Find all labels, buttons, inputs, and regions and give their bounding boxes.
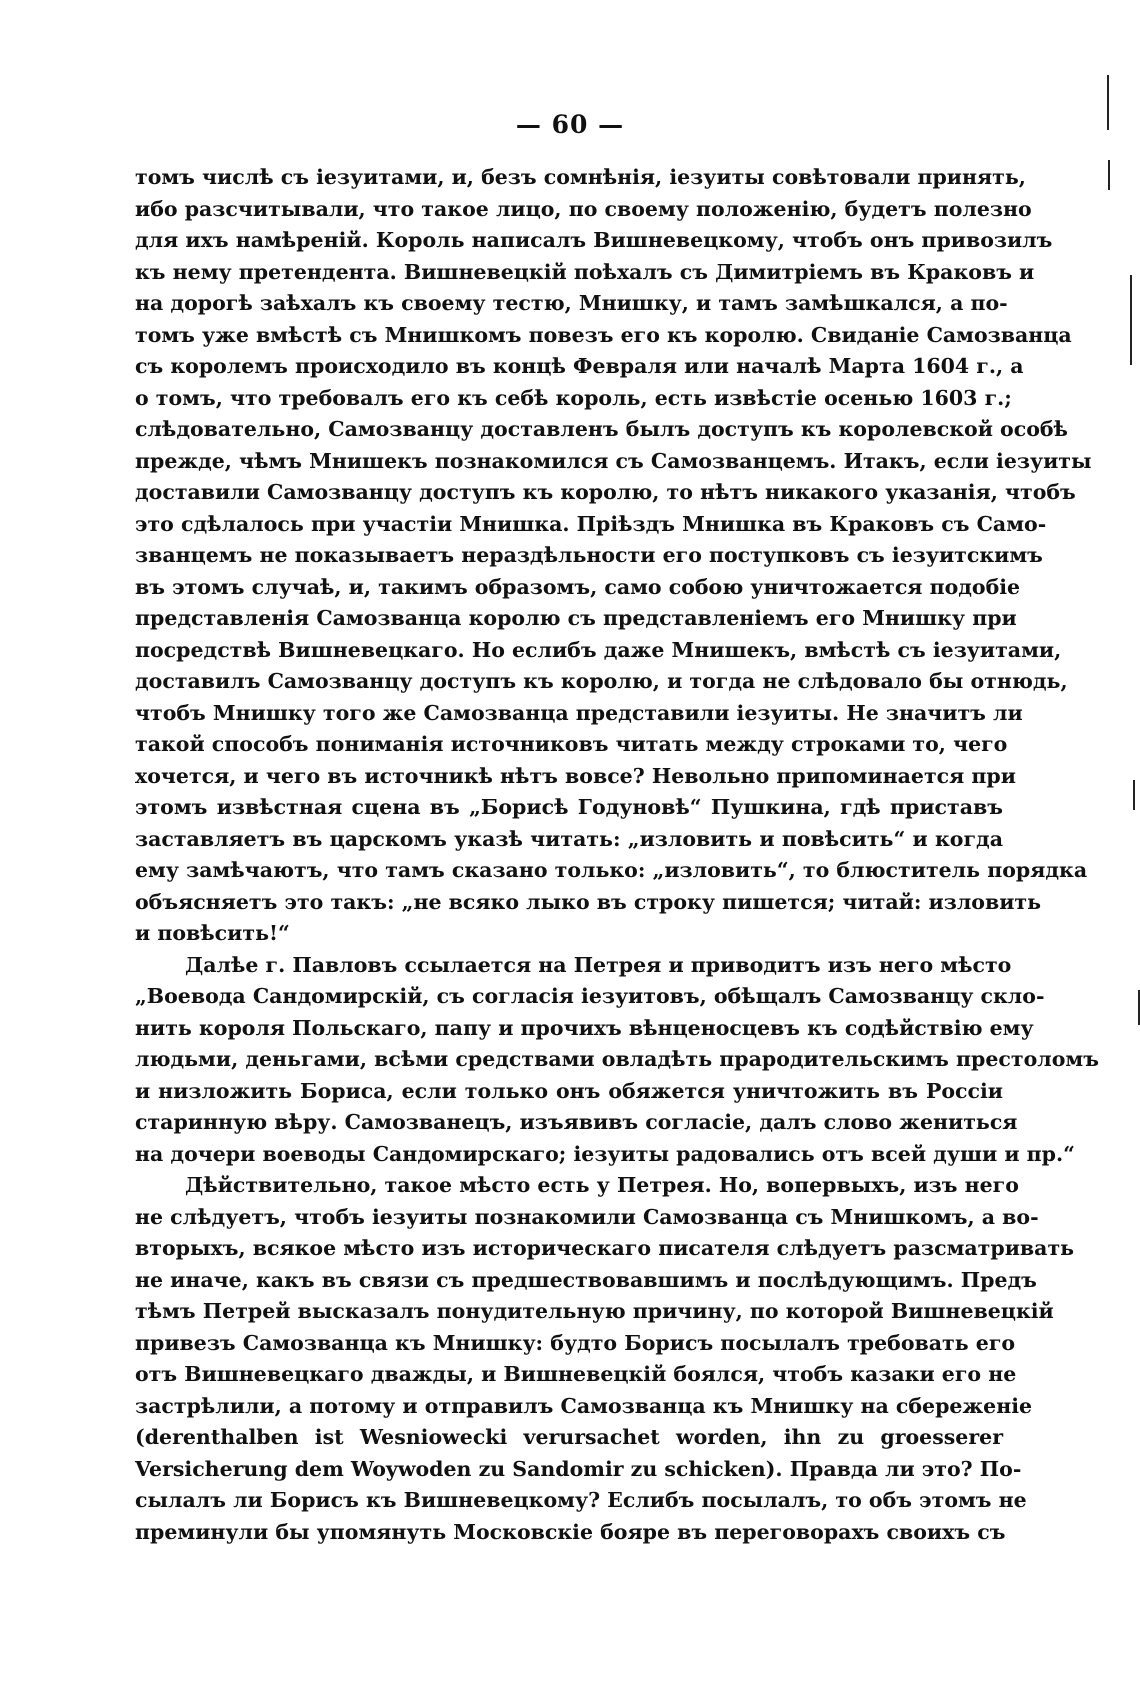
margin-mark (1130, 275, 1132, 365)
text-line: ему замѣчаютъ, что тамъ сказано только: „изловить“, то блюститель порядка (135, 858, 1088, 882)
text-line: слѣдовательно, Самозванцу доставленъ былъ доступъ къ королевской особѣ (135, 417, 1068, 441)
text-line: о томъ, что требовалъ его къ себѣ король, есть извѣстіе осенью 1603 г.; (135, 385, 1012, 410)
text-line: ибо разсчитывали, что такое лицо, по своему положенію, будетъ полезно (135, 196, 1032, 221)
margin-mark (1108, 160, 1110, 190)
text-line: хочется, и чего въ источникѣ нѣтъ вовсе? Невольно припоминается при (135, 763, 1016, 788)
text-line: такой способъ пониманія источниковъ читать между строками то, чего (135, 732, 1008, 756)
text-line: на дорогѣ заѣхалъ къ своему тестю, Мнишку, и тамъ замѣшкался, а по- (135, 291, 1008, 315)
text-line: томъ числѣ съ іезуитами, и, безъ сомнѣнія, іезуиты совѣтовали принять, (135, 165, 1026, 189)
text-line: преминули бы упомянуть Московскіе бояре въ переговорахъ своихъ съ (135, 1519, 1006, 1544)
text-line: сылалъ ли Борисъ къ Вишневецкому? Еслибъ посылалъ, то объ этомъ не (135, 1488, 1027, 1512)
text-line: представленія Самозванца королю съ представленіемъ его Мнишку при (135, 606, 1017, 630)
text-line: и повѣсить!“ (135, 921, 290, 945)
text-line: привезъ Самозванца къ Мнишку: будто Борисъ посылалъ требовать его (135, 1330, 1016, 1355)
text-line: къ нему претендента. Вишневецкій поѣхалъ съ Димитріемъ въ Краковъ и (135, 259, 1035, 284)
text-line: для ихъ намѣреній. Король написалъ Вишневецкому, чтобъ онъ привозилъ (135, 228, 1053, 252)
text-line: не слѣдуетъ, чтобъ іезуиты познакомили Самозванца съ Мнишкомъ, а во- (135, 1204, 1039, 1229)
text-line: этомъ извѣстная сцена въ „Борисѣ Годуновѣ“ Пушкина, гдѣ приставъ (135, 795, 1003, 819)
text-line: и низложить Бориса, если только онъ обяжется уничтожить въ Россіи (135, 1078, 1003, 1103)
text-line: (derenthalben ist Wesniowecki verursachet worden, ihn zu groesserer (135, 1425, 1003, 1449)
text-line: старинную вѣру. Самозванецъ, изъявивъ согласіе, далъ слово жениться (135, 1110, 1018, 1134)
text-line: „Воевода Сандомирскій, съ согласія іезуитовъ, обѣщалъ Самозванцу скло- (135, 984, 1045, 1008)
text-line: прежде, чѣмъ Мнишекъ познакомился съ Самозванцемъ. Итакъ, если іезуиты (135, 448, 1092, 473)
text-line: тѣмъ Петрей высказалъ понудительную причину, по которой Вишневецкій (135, 1299, 1054, 1323)
text-line: людьми, деньгами, всѣми средствами овладѣть прародительскимъ престоломъ (135, 1047, 1099, 1071)
text-line: Дѣйствительно, такое мѣсто есть у Петрея. Но, вопервыхъ, изъ него (185, 1173, 1019, 1197)
text-line: съ королемъ происходило въ концѣ Февраля или началѣ Марта 1604 г., а (135, 354, 1024, 378)
text-line: заставляетъ въ царскомъ указѣ читать: „изловить и повѣсить“ и когда (135, 826, 1003, 851)
text-line: Далѣе г. Павловъ ссылается на Петрея и приводитъ изъ него мѣсто (185, 952, 1012, 977)
text-line: доставилъ Самозванцу доступъ къ королю, и тогда не слѣдовало бы отнюдь, (135, 669, 1068, 693)
text-line: чтобъ Мнишку того же Самозванца представили іезуиты. Не значитъ ли (135, 700, 1023, 725)
margin-mark (1107, 75, 1109, 130)
paragraph (135, 162, 1092, 950)
text-line: въ этомъ случаѣ, и, такимъ образомъ, само собою уничтожается подобіе (135, 574, 1021, 599)
paragraph (135, 950, 1099, 1171)
page-number: — 60 — (515, 110, 625, 139)
text-line: застрѣлили, а потому и отправилъ Самозванца къ Мнишку на сбереженіе (135, 1393, 1033, 1418)
margin-mark (1133, 780, 1135, 810)
text-line: объясняетъ это такъ: „не всяко лыко въ строку пишется; читай: изловить (135, 889, 1042, 914)
text-line: не иначе, какъ въ связи съ предшествовавшимъ и послѣдующимъ. Предъ (135, 1267, 1037, 1292)
text-line: вторыхъ, всякое мѣсто изъ историческаго писателя слѣдуетъ разсматривать (135, 1236, 1075, 1260)
text-line: нить короля Польскаго, папу и прочихъ вѣнценосцевъ къ содѣйствію ему (135, 1015, 1034, 1040)
paragraph (135, 1170, 1075, 1548)
text-line: доставили Самозванцу доступъ къ королю, то нѣтъ никакого указанія, чтобъ (135, 480, 1076, 504)
text-line: званцемъ не показываетъ нераздѣльности его поступковъ съ іезуитскимъ (135, 543, 1043, 567)
text-line: посредствѣ Вишневецкаго. Но еслибъ даже Мнишекъ, вмѣстѣ съ іезуитами, (135, 637, 1062, 662)
text-line: отъ Вишневецкаго дважды, и Вишневецкій боялся, чтобъ казаки его не (135, 1362, 1017, 1386)
text-line: это сдѣлалось при участіи Мнишка. Пріѣздъ Мнишка въ Краковъ съ Само- (135, 511, 1047, 536)
body-text (135, 162, 1099, 1548)
text-line: Versicherung dem Woywoden zu Sandomir zu schicken). Правда ли это? По- (135, 1456, 1022, 1481)
text-line: томъ уже вмѣстѣ съ Мнишкомъ повезъ его къ королю. Свиданіе Самозванца (135, 322, 1072, 347)
text-line: на дочери воеводы Сандомирскаго; іезуиты радовались отъ всей души и пр.“ (135, 1141, 1075, 1166)
